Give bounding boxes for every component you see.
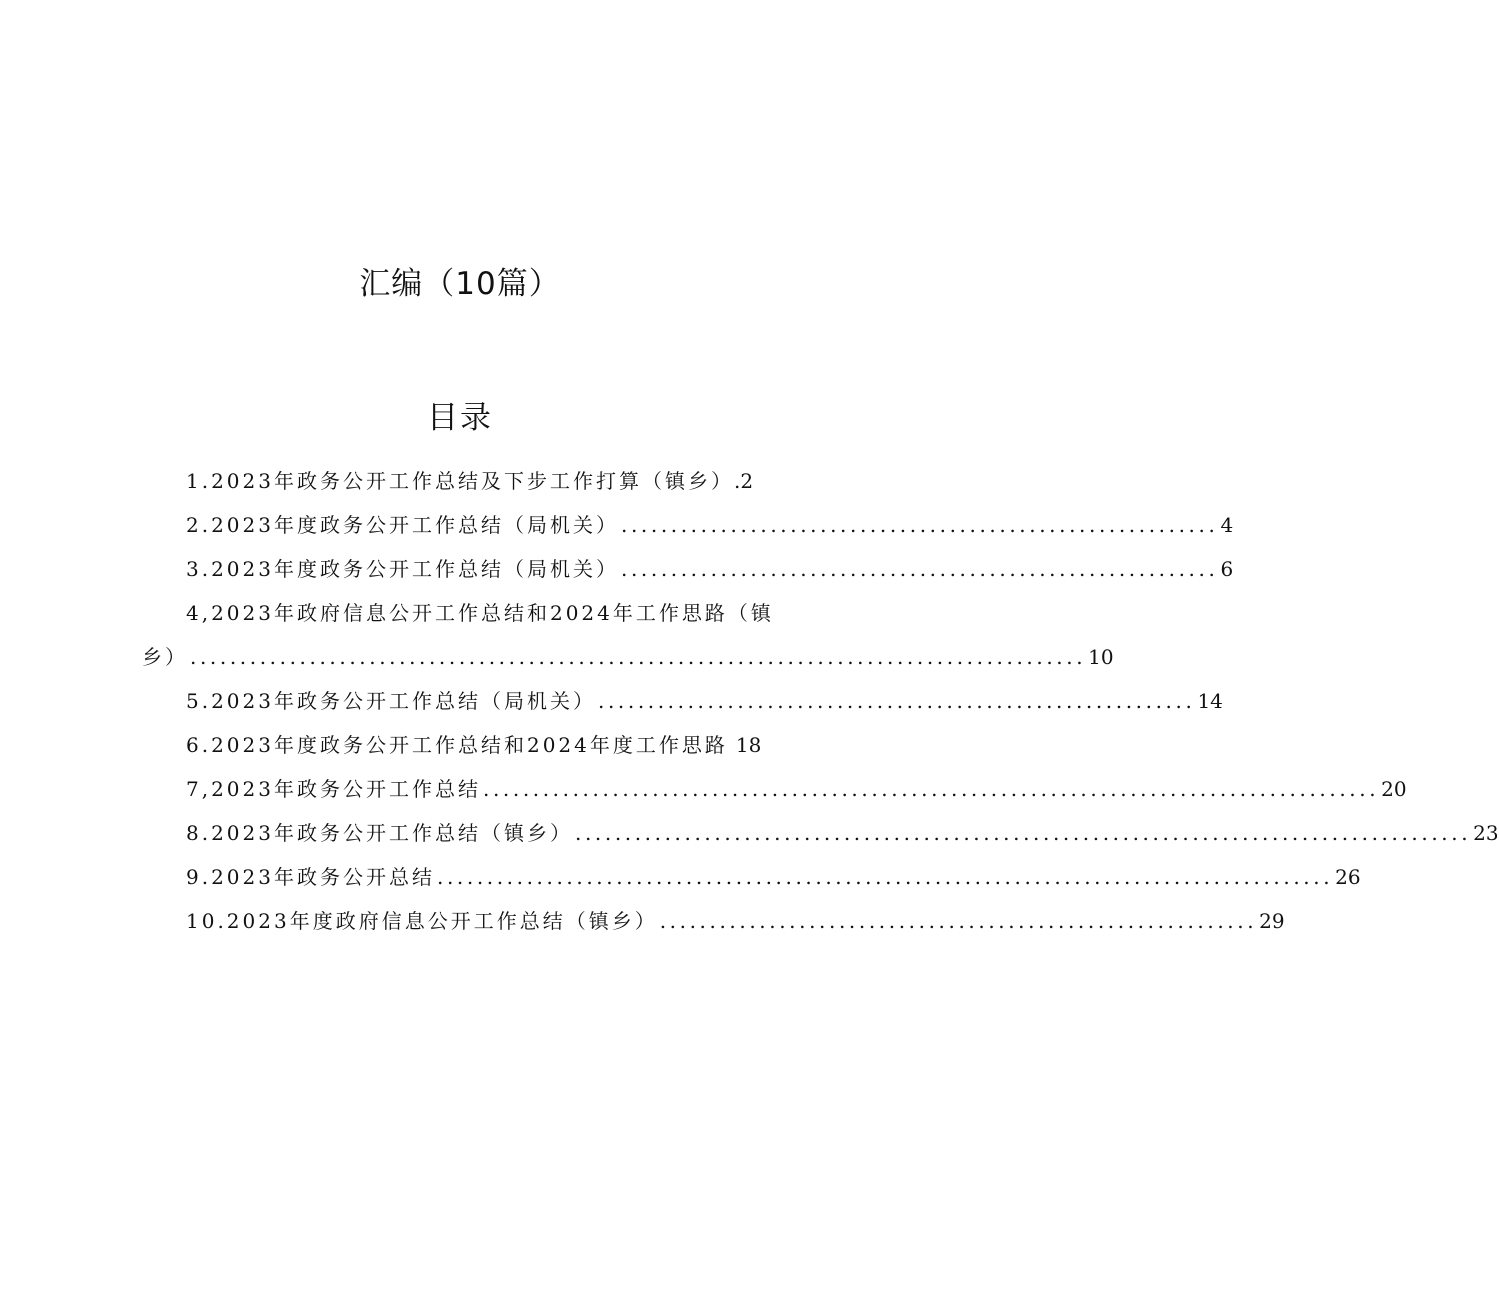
toc-heading: 目录 [427, 400, 493, 436]
toc-entry-text: 10.2023年度政府信息公开工作总结（镇乡） [186, 909, 658, 933]
document-title: 汇编（10篇） [359, 266, 561, 302]
toc-entry-6[interactable] [186, 730, 774, 760]
toc-entry-text: 9.2023年政务公开总结 [186, 865, 435, 889]
toc-entry-1[interactable] [186, 466, 774, 496]
toc-entry-4[interactable] [186, 598, 774, 628]
toc-leader-dots: ............................................................ [597, 689, 1196, 713]
toc-entry-5[interactable] [186, 686, 1223, 716]
toc-leader-dots: .......................................................................................... [436, 865, 1334, 889]
toc-entry-page: 6 [1220, 557, 1234, 581]
toc-entry-text: 4,2023年政府信息公开工作总结和2024年工作思路（镇 [186, 601, 774, 625]
toc-entry-page: 10 [1088, 645, 1114, 669]
toc-entry-7[interactable] [186, 774, 1407, 804]
toc-leader-dots: ............................................................ [620, 513, 1219, 537]
toc-entry-3[interactable] [186, 554, 1234, 584]
toc-leader-dots: ............................................................ [620, 557, 1219, 581]
toc-entry-page: .2 [733, 469, 754, 493]
toc-entry-text: 6.2023年度政务公开工作总结和2024年度工作思路 [186, 733, 728, 757]
toc-entry-text: 1.2023年政务公开工作总结及下步工作打算（镇乡） [186, 469, 734, 493]
toc-entry-text-continuation: 乡） [142, 645, 188, 669]
toc-entry-text: 7,2023年政务公开工作总结 [186, 777, 481, 801]
toc-entry-text: 5.2023年政务公开工作总结（局机关） [186, 689, 596, 713]
toc-entry-text: 2.2023年度政务公开工作总结（局机关） [186, 513, 619, 537]
toc-entry-page: 23 [1473, 821, 1499, 845]
toc-entry-8[interactable] [186, 818, 1499, 848]
toc-entry-page: 26 [1335, 865, 1361, 889]
toc-entry-text: 3.2023年度政务公开工作总结（局机关） [186, 557, 619, 581]
toc-entry-2[interactable] [186, 510, 1234, 540]
toc-leader-dots: ............................................................ [659, 909, 1258, 933]
toc-entry-text: 8.2023年政务公开工作总结（镇乡） [186, 821, 573, 845]
toc-leader-dots: .......................................................................................... [482, 777, 1380, 801]
toc-entry-page: 14 [1197, 689, 1223, 713]
toc-entry-9[interactable] [186, 862, 1361, 892]
toc-entry-page: 20 [1381, 777, 1407, 801]
toc-entry-page: 29 [1259, 909, 1285, 933]
toc-entry-10[interactable] [186, 906, 1285, 936]
toc-leader-dots: .......................................................................................... [574, 821, 1472, 845]
toc-entry-page: 4 [1220, 513, 1234, 537]
toc-entry-4-continuation[interactable] [142, 642, 1114, 672]
toc-leader-dots: .......................................................................................... [190, 645, 1087, 669]
toc-entry-page: 18 [735, 733, 762, 757]
